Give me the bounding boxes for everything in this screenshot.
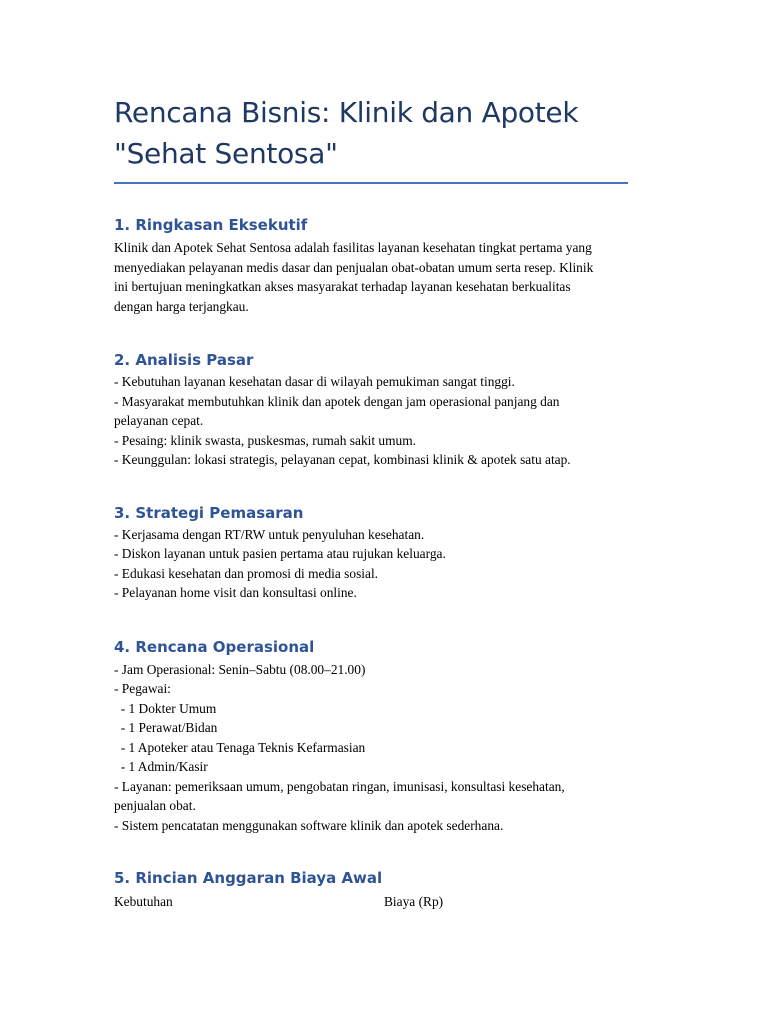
body-line: Klinik dan Apotek Sehat Sentosa adalah fasilitas layanan kesehatan tingkat pertama yang: [114, 240, 592, 255]
body-line: - Keunggulan: lokasi strategis, pelayanan cepat, kombinasi klinik & apotek satu atap.: [114, 452, 571, 467]
body-line: - Pesaing: klinik swasta, puskesmas, rumah sakit umum.: [114, 432, 417, 448]
body-line: - Pegawai:: [114, 681, 171, 696]
body-line: - Edukasi kesehatan dan promosi di media sosial.: [114, 565, 379, 581]
column-header-cost: Biaya (Rp): [384, 894, 444, 909]
section-heading: 3. Strategi Pemasaran: [114, 503, 304, 522]
document-page: [114, 92, 628, 912]
body-line: - Layanan: pemeriksaan umum, pengobatan ringan, imunisasi, konsultasi kesehatan,: [114, 778, 565, 794]
title-underline: [114, 182, 628, 184]
body-line: - Pelayanan home visit dan konsultasi online.: [114, 585, 357, 600]
section-operational-plan: [114, 637, 628, 836]
body-line: ini bertujuan meningkatkan akses masyarakat terhadap layanan kesehatan berkualitas: [114, 279, 571, 294]
body-line: pelayanan cepat.: [114, 413, 204, 428]
body-line: - 1 Dokter Umum: [114, 700, 217, 716]
section-heading: 5. Rincian Anggaran Biaya Awal: [114, 869, 383, 887]
body-line: menyediakan pelayanan medis dasar dan penjualan obat-obatan umum serta resep. Klinik: [114, 259, 594, 275]
section-body: [114, 660, 628, 836]
section-body: [114, 238, 628, 316]
body-line: - Kerjasama dengan RT/RW untuk penyuluhan kesehatan.: [114, 526, 425, 542]
section-executive-summary: [114, 215, 628, 316]
section-marketing-strategy: [114, 503, 628, 603]
body-line: - 1 Admin/Kasir: [114, 759, 208, 774]
body-line: - Sistem pencatatan menggunakan software klinik dan apotek sederhana.: [114, 817, 504, 833]
section-market-analysis: [114, 350, 628, 470]
document-title: [114, 92, 628, 174]
body-line: - Jam Operasional: Senin–Sabtu (08.00–21.00): [114, 661, 366, 677]
section-heading: 2. Analisis Pasar: [114, 351, 254, 369]
section-heading: 4. Rencana Operasional: [114, 637, 315, 656]
body-line: - 1 Perawat/Bidan: [114, 720, 218, 735]
title-line-2: "Sehat Sentosa": [114, 137, 338, 170]
section-initial-budget: [114, 868, 628, 912]
budget-table-header: [114, 892, 628, 912]
section-body: [114, 525, 628, 603]
body-line: - 1 Apoteker atau Tenaga Teknis Kefarmasian: [114, 739, 366, 755]
body-line: dengan harga terjangkau.: [114, 298, 249, 314]
title-line-1: Rencana Bisnis: Klinik dan Apotek: [114, 96, 579, 129]
body-line: - Kebutuhan layanan kesehatan dasar di wilayah pemukiman sangat tinggi.: [114, 374, 515, 389]
body-line: - Masyarakat membutuhkan klinik dan apotek dengan jam operasional panjang dan: [114, 393, 560, 409]
body-line: penjualan obat.: [114, 798, 196, 813]
section-body: [114, 372, 628, 470]
body-line: - Diskon layanan untuk pasien pertama atau rujukan keluarga.: [114, 546, 446, 561]
section-heading: 1. Ringkasan Eksekutif: [114, 216, 308, 234]
column-header-need: Kebutuhan: [114, 894, 173, 909]
